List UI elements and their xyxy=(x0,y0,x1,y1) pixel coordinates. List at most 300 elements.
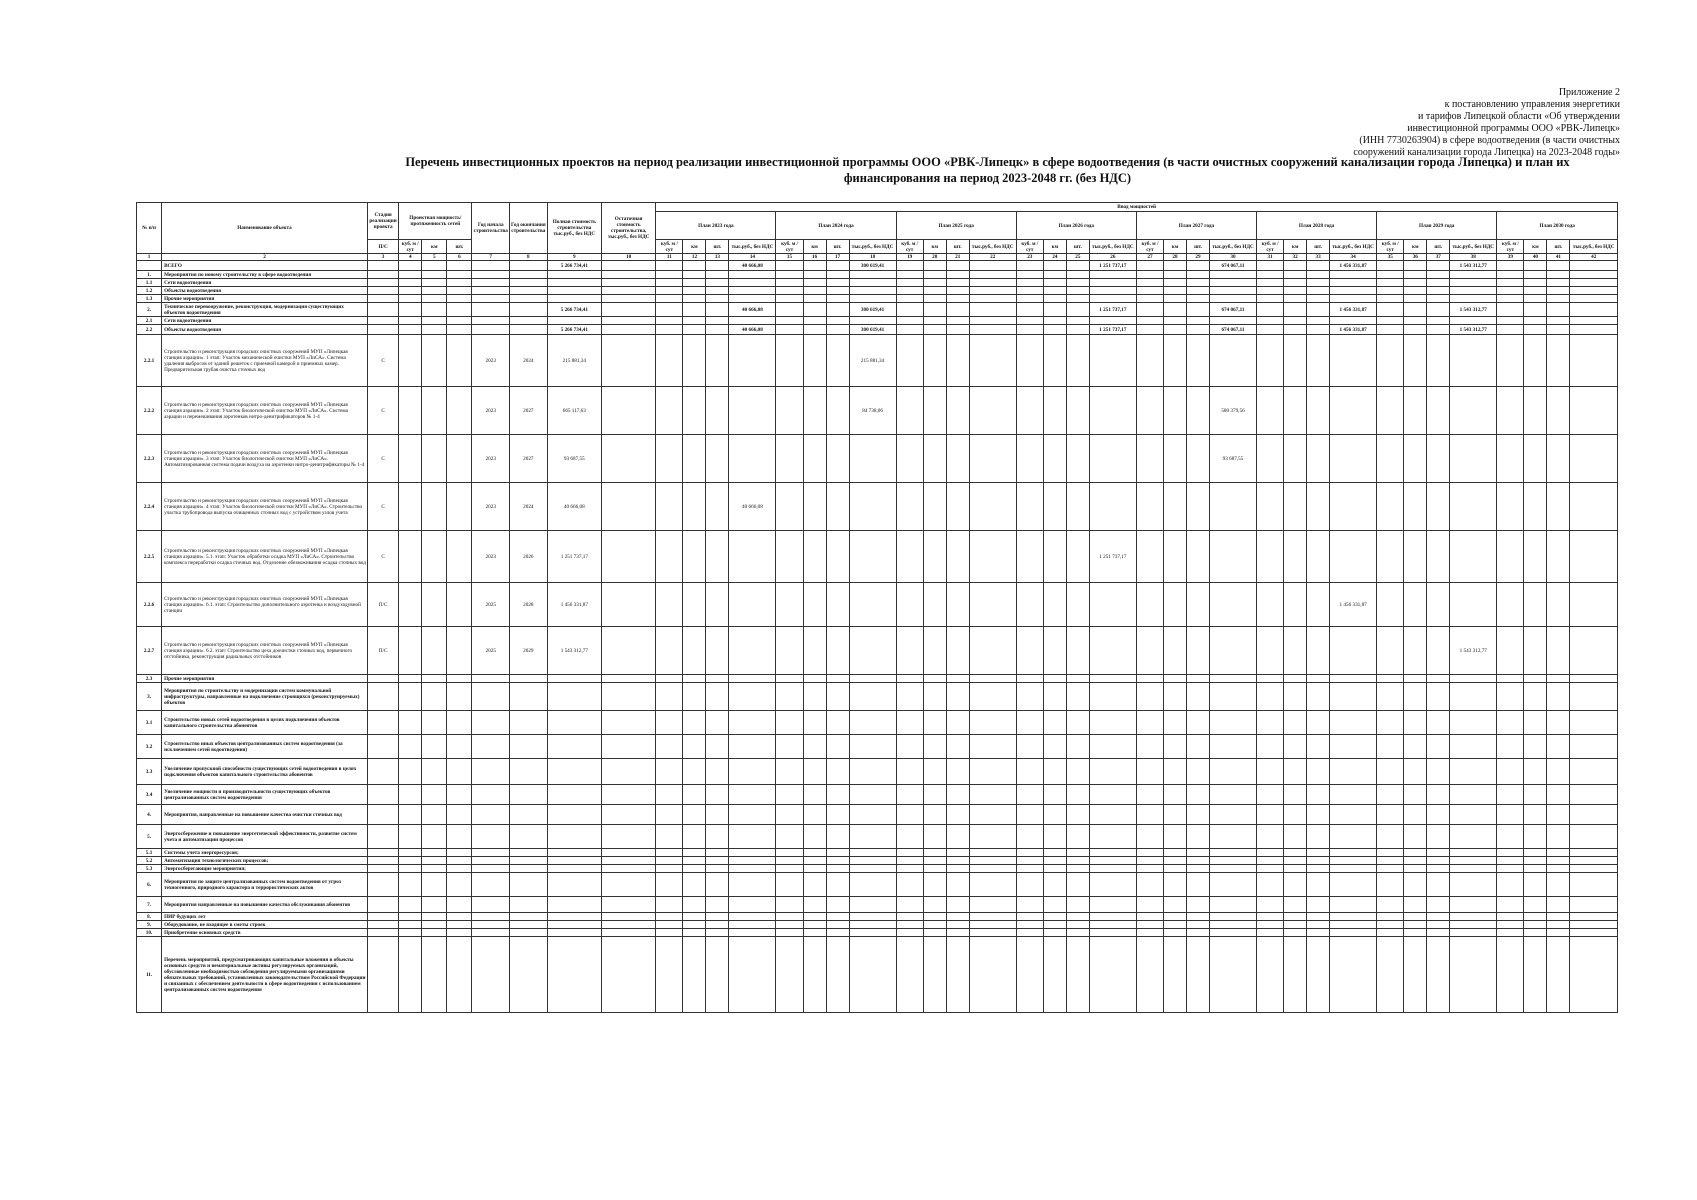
row-y2026-pcs xyxy=(1066,683,1089,711)
row-y2028-pcs xyxy=(1307,271,1330,279)
row-y2030-cub xyxy=(1497,825,1524,849)
row-y2028-money xyxy=(1330,735,1377,759)
table-row xyxy=(137,913,1618,921)
row-y2025-pcs xyxy=(946,279,969,287)
row-y2025-pcs xyxy=(946,825,969,849)
row-y2030-pcs xyxy=(1547,387,1570,435)
row-y2030-pcs xyxy=(1547,897,1570,913)
row-y2029-km xyxy=(1404,675,1427,683)
row-capacity-cub xyxy=(399,287,422,295)
header-unit-pcs: шт. xyxy=(1066,240,1089,254)
row-stage xyxy=(367,857,398,865)
row-y2023-money: 40 666,08 xyxy=(729,303,776,317)
investment-table xyxy=(136,202,1618,1013)
row-name: Объекты водоотведения xyxy=(162,287,368,295)
row-y2030-money xyxy=(1570,317,1618,325)
row-y2026-km xyxy=(1043,261,1066,271)
row-y2024-pcs xyxy=(826,583,849,627)
row-y2028-km xyxy=(1284,583,1307,627)
row-y2030-money xyxy=(1570,483,1618,531)
row-name: Объекты водоотведения xyxy=(162,325,368,335)
row-y2026-km xyxy=(1043,335,1066,387)
table-row xyxy=(137,683,1618,711)
row-rest-cost xyxy=(601,759,655,785)
row-y2027-pcs xyxy=(1187,261,1210,271)
row-rest-cost xyxy=(601,317,655,325)
row-y2026-km xyxy=(1043,303,1066,317)
table-row xyxy=(137,483,1618,531)
row-y2030-km xyxy=(1524,805,1547,825)
header-col-number: 38 xyxy=(1450,254,1497,261)
row-y2024-money xyxy=(849,849,896,857)
row-y2026-km xyxy=(1043,873,1066,897)
row-capacity-cub xyxy=(399,627,422,675)
row-y2028-money: 1 456 331,87 xyxy=(1330,261,1377,271)
row-y2027-cub xyxy=(1136,735,1163,759)
row-y2025-cub xyxy=(896,759,923,785)
row-y2030-pcs xyxy=(1547,683,1570,711)
header-col-number: 8 xyxy=(510,254,548,261)
row-capacity-cub xyxy=(399,897,422,913)
row-end-year: 2027 xyxy=(510,435,548,483)
row-y2026-money xyxy=(1089,759,1136,785)
row-y2026-km xyxy=(1043,785,1066,805)
row-y2029-pcs xyxy=(1427,857,1450,865)
row-y2023-money xyxy=(729,913,776,921)
row-y2024-cub xyxy=(776,261,803,271)
row-y2027-km xyxy=(1164,865,1187,873)
row-y2024-cub xyxy=(776,857,803,865)
row-y2028-money xyxy=(1330,921,1377,929)
row-y2026-money xyxy=(1089,937,1136,1013)
row-y2028-km xyxy=(1284,317,1307,325)
row-end-year: 2026 xyxy=(510,531,548,583)
row-y2029-cub xyxy=(1377,483,1404,531)
row-number: 2.2.1 xyxy=(137,335,162,387)
header-col-number: 37 xyxy=(1427,254,1450,261)
row-capacity-cub xyxy=(399,865,422,873)
header-unit-money: тыс.руб., без НДС xyxy=(1570,240,1618,254)
header-col-number: 34 xyxy=(1330,254,1377,261)
row-y2030-money xyxy=(1570,683,1618,711)
row-y2030-money xyxy=(1570,929,1618,937)
row-full-cost xyxy=(547,897,601,913)
row-rest-cost xyxy=(601,531,655,583)
row-capacity-pcs xyxy=(447,325,472,335)
row-y2029-pcs xyxy=(1427,483,1450,531)
row-y2023-km xyxy=(683,873,706,897)
row-end-year xyxy=(510,857,548,865)
row-full-cost xyxy=(547,865,601,873)
row-y2029-money xyxy=(1450,295,1497,303)
row-y2030-km xyxy=(1524,287,1547,295)
row-y2023-pcs xyxy=(706,261,729,271)
row-capacity-cub xyxy=(399,583,422,627)
row-y2027-pcs xyxy=(1187,271,1210,279)
row-y2023-money xyxy=(729,287,776,295)
row-start-year xyxy=(472,711,510,735)
row-capacity-km xyxy=(422,325,447,335)
header-col-number: 1 xyxy=(137,254,162,261)
row-y2029-km xyxy=(1404,271,1427,279)
table-row xyxy=(137,921,1618,929)
row-start-year: 2023 xyxy=(472,435,510,483)
row-y2025-km xyxy=(923,435,946,483)
row-y2030-pcs xyxy=(1547,735,1570,759)
row-y2023-money xyxy=(729,857,776,865)
row-y2030-cub xyxy=(1497,683,1524,711)
row-y2028-cub xyxy=(1257,805,1284,825)
row-y2029-cub xyxy=(1377,287,1404,295)
row-y2028-cub xyxy=(1257,627,1284,675)
header-col-number: 25 xyxy=(1066,254,1089,261)
row-y2025-cub xyxy=(896,387,923,435)
row-y2027-km xyxy=(1164,295,1187,303)
row-capacity-pcs xyxy=(447,287,472,295)
row-y2026-km xyxy=(1043,279,1066,287)
row-y2026-cub xyxy=(1016,325,1043,335)
row-start-year xyxy=(472,325,510,335)
row-y2028-cub xyxy=(1257,675,1284,683)
row-y2028-pcs xyxy=(1307,303,1330,317)
row-y2028-money xyxy=(1330,317,1377,325)
row-y2027-km xyxy=(1164,759,1187,785)
row-y2027-km xyxy=(1164,675,1187,683)
header-unit-money: тыс.руб., без НДС xyxy=(849,240,896,254)
row-y2028-km xyxy=(1284,287,1307,295)
row-capacity-pcs xyxy=(447,937,472,1013)
row-y2025-km xyxy=(923,325,946,335)
row-y2027-cub xyxy=(1136,483,1163,531)
row-end-year xyxy=(510,271,548,279)
row-name: Мероприятия по строительству и модернизации систем коммунальной инфраструктуры, направленные на подключение строящихся (реконструируемых) объектов xyxy=(162,683,368,711)
row-y2029-money xyxy=(1450,279,1497,287)
row-y2027-km xyxy=(1164,271,1187,279)
row-capacity-cub xyxy=(399,805,422,825)
row-y2024-km xyxy=(803,825,826,849)
row-y2027-cub xyxy=(1136,435,1163,483)
row-y2029-cub xyxy=(1377,303,1404,317)
row-y2024-money xyxy=(849,785,896,805)
row-y2028-pcs xyxy=(1307,287,1330,295)
table-body xyxy=(137,261,1618,1013)
row-y2025-cub xyxy=(896,325,923,335)
row-y2028-km xyxy=(1284,271,1307,279)
row-y2029-pcs xyxy=(1427,921,1450,929)
row-y2023-cub xyxy=(656,531,683,583)
header-stage: Стадия реализации проекта xyxy=(367,203,398,240)
table-row xyxy=(137,271,1618,279)
row-y2023-cub xyxy=(656,303,683,317)
row-y2027-pcs xyxy=(1187,711,1210,735)
header-unit-pcs: шт. xyxy=(826,240,849,254)
row-y2023-pcs xyxy=(706,937,729,1013)
row-y2025-pcs xyxy=(946,921,969,929)
row-stage xyxy=(367,929,398,937)
header-unit-pcs: шт. xyxy=(1187,240,1210,254)
row-y2028-cub xyxy=(1257,295,1284,303)
row-y2030-money xyxy=(1570,583,1618,627)
row-y2023-cub xyxy=(656,675,683,683)
row-y2027-pcs xyxy=(1187,735,1210,759)
row-capacity-km xyxy=(422,805,447,825)
row-stage xyxy=(367,675,398,683)
row-y2024-money: 300 619,41 xyxy=(849,261,896,271)
row-rest-cost xyxy=(601,735,655,759)
row-y2023-cub xyxy=(656,913,683,921)
row-capacity-km xyxy=(422,287,447,295)
row-y2028-money xyxy=(1330,873,1377,897)
row-y2023-km xyxy=(683,387,706,435)
row-y2025-money xyxy=(969,805,1016,825)
row-y2026-money xyxy=(1089,683,1136,711)
row-y2028-money xyxy=(1330,683,1377,711)
row-y2025-money xyxy=(969,897,1016,913)
row-y2026-money xyxy=(1089,675,1136,683)
row-y2026-pcs xyxy=(1066,873,1089,897)
row-y2024-cub xyxy=(776,435,803,483)
row-y2027-km xyxy=(1164,387,1187,435)
row-rest-cost xyxy=(601,435,655,483)
row-y2023-pcs xyxy=(706,865,729,873)
row-stage xyxy=(367,287,398,295)
row-y2024-km xyxy=(803,785,826,805)
row-y2025-money xyxy=(969,921,1016,929)
row-y2024-km xyxy=(803,897,826,913)
row-y2025-cub xyxy=(896,849,923,857)
row-y2029-pcs xyxy=(1427,335,1450,387)
row-y2027-km xyxy=(1164,711,1187,735)
row-y2025-cub xyxy=(896,825,923,849)
row-y2030-pcs xyxy=(1547,287,1570,295)
row-y2026-money xyxy=(1089,913,1136,921)
row-y2030-km xyxy=(1524,583,1547,627)
row-capacity-pcs xyxy=(447,583,472,627)
row-capacity-km xyxy=(422,279,447,287)
row-y2025-money xyxy=(969,583,1016,627)
row-y2023-km xyxy=(683,531,706,583)
row-y2027-km xyxy=(1164,287,1187,295)
row-y2027-pcs xyxy=(1187,317,1210,325)
header-col-number: 23 xyxy=(1016,254,1043,261)
row-y2027-pcs xyxy=(1187,627,1210,675)
row-y2027-money: 674 067,11 xyxy=(1209,303,1256,317)
row-y2030-cub xyxy=(1497,387,1524,435)
row-y2023-cub xyxy=(656,929,683,937)
row-y2028-km xyxy=(1284,683,1307,711)
row-y2024-pcs xyxy=(826,897,849,913)
row-y2027-money xyxy=(1209,735,1256,759)
row-rest-cost xyxy=(601,897,655,913)
row-number: 3.1 xyxy=(137,711,162,735)
row-start-year xyxy=(472,675,510,683)
row-y2025-cub xyxy=(896,937,923,1013)
row-y2028-km xyxy=(1284,303,1307,317)
row-capacity-cub xyxy=(399,711,422,735)
row-capacity-pcs xyxy=(447,735,472,759)
row-y2028-pcs xyxy=(1307,261,1330,271)
row-y2023-cub xyxy=(656,287,683,295)
row-y2030-km xyxy=(1524,271,1547,279)
row-y2023-money xyxy=(729,759,776,785)
row-y2030-pcs xyxy=(1547,759,1570,785)
row-y2027-money xyxy=(1209,913,1256,921)
row-y2029-pcs xyxy=(1427,675,1450,683)
table-row xyxy=(137,627,1618,675)
row-y2029-money xyxy=(1450,271,1497,279)
row-y2027-cub xyxy=(1136,805,1163,825)
row-y2026-pcs xyxy=(1066,805,1089,825)
row-y2025-pcs xyxy=(946,865,969,873)
header-unit-km: км xyxy=(422,240,447,254)
row-y2029-cub xyxy=(1377,825,1404,849)
row-y2025-money xyxy=(969,435,1016,483)
row-stage xyxy=(367,303,398,317)
row-y2027-km xyxy=(1164,683,1187,711)
row-y2024-money: 300 619,41 xyxy=(849,325,896,335)
row-y2027-cub xyxy=(1136,785,1163,805)
header-col-number: 3 xyxy=(367,254,398,261)
row-capacity-km xyxy=(422,295,447,303)
row-y2027-pcs xyxy=(1187,913,1210,921)
row-full-cost: 1 456 331,87 xyxy=(547,583,601,627)
row-y2026-pcs xyxy=(1066,897,1089,913)
row-y2023-pcs xyxy=(706,825,729,849)
header-col-number: 24 xyxy=(1043,254,1066,261)
header-unit-pcs: шт. xyxy=(1307,240,1330,254)
row-y2028-pcs xyxy=(1307,937,1330,1013)
row-y2027-money xyxy=(1209,583,1256,627)
row-y2025-pcs xyxy=(946,937,969,1013)
row-full-cost: 40 666,08 xyxy=(547,483,601,531)
row-y2027-money xyxy=(1209,675,1256,683)
row-y2029-money xyxy=(1450,287,1497,295)
row-capacity-cub xyxy=(399,759,422,785)
row-y2024-money xyxy=(849,913,896,921)
row-y2028-money: 1 456 331,87 xyxy=(1330,583,1377,627)
row-y2028-cub xyxy=(1257,897,1284,913)
row-stage xyxy=(367,325,398,335)
row-y2026-cub xyxy=(1016,335,1043,387)
table-row xyxy=(137,929,1618,937)
row-end-year xyxy=(510,873,548,897)
row-y2030-pcs xyxy=(1547,805,1570,825)
row-capacity-pcs xyxy=(447,873,472,897)
row-y2026-km xyxy=(1043,271,1066,279)
row-capacity-km xyxy=(422,711,447,735)
row-y2026-cub xyxy=(1016,785,1043,805)
row-y2025-cub xyxy=(896,683,923,711)
row-full-cost xyxy=(547,759,601,785)
row-y2030-pcs xyxy=(1547,583,1570,627)
row-end-year xyxy=(510,279,548,287)
row-end-year xyxy=(510,785,548,805)
row-y2025-km xyxy=(923,805,946,825)
row-y2025-pcs xyxy=(946,735,969,759)
row-y2028-km xyxy=(1284,435,1307,483)
row-y2028-km xyxy=(1284,325,1307,335)
row-y2029-cub xyxy=(1377,937,1404,1013)
table-row xyxy=(137,849,1618,857)
row-y2029-km xyxy=(1404,857,1427,865)
row-capacity-pcs xyxy=(447,295,472,303)
row-y2024-pcs xyxy=(826,271,849,279)
row-y2030-cub xyxy=(1497,325,1524,335)
row-y2029-money xyxy=(1450,805,1497,825)
row-y2023-cub xyxy=(656,683,683,711)
row-y2027-cub xyxy=(1136,279,1163,287)
row-y2028-money xyxy=(1330,711,1377,735)
row-y2030-pcs xyxy=(1547,711,1570,735)
row-y2029-money: 1 543 312,77 xyxy=(1450,303,1497,317)
row-capacity-cub xyxy=(399,279,422,287)
row-y2023-money xyxy=(729,711,776,735)
row-y2027-km xyxy=(1164,735,1187,759)
row-stage xyxy=(367,279,398,287)
row-start-year xyxy=(472,825,510,849)
row-name: Приобретение основных средств xyxy=(162,929,368,937)
row-y2026-pcs xyxy=(1066,937,1089,1013)
title-line: финансирования на период 2023-2048 гг. (без НДС) xyxy=(843,171,1132,185)
row-y2026-cub xyxy=(1016,675,1043,683)
row-y2030-pcs xyxy=(1547,317,1570,325)
row-y2028-km xyxy=(1284,849,1307,857)
row-y2027-cub xyxy=(1136,921,1163,929)
row-y2029-money xyxy=(1450,929,1497,937)
row-start-year xyxy=(472,261,510,271)
row-y2026-pcs xyxy=(1066,929,1089,937)
row-y2029-km xyxy=(1404,279,1427,287)
row-y2028-pcs xyxy=(1307,735,1330,759)
row-end-year: 2028 xyxy=(510,583,548,627)
row-y2023-km xyxy=(683,317,706,325)
row-y2028-cub xyxy=(1257,785,1284,805)
row-y2026-km xyxy=(1043,531,1066,583)
row-start-year xyxy=(472,735,510,759)
header-col-number: 33 xyxy=(1307,254,1330,261)
row-number: 1.2 xyxy=(137,287,162,295)
row-start-year xyxy=(472,913,510,921)
row-full-cost: 665 117,63 xyxy=(547,387,601,435)
row-y2029-money: 1 543 312,77 xyxy=(1450,261,1497,271)
row-full-cost xyxy=(547,711,601,735)
row-y2027-cub xyxy=(1136,271,1163,279)
table-row xyxy=(137,317,1618,325)
row-y2030-money xyxy=(1570,387,1618,435)
row-y2023-km xyxy=(683,303,706,317)
row-y2030-cub xyxy=(1497,849,1524,857)
row-start-year: 2025 xyxy=(472,627,510,675)
row-y2028-km xyxy=(1284,785,1307,805)
row-y2024-cub xyxy=(776,759,803,785)
row-y2025-km xyxy=(923,627,946,675)
row-y2030-pcs xyxy=(1547,261,1570,271)
row-y2029-pcs xyxy=(1427,785,1450,805)
row-stage: П/С xyxy=(367,627,398,675)
row-y2026-money xyxy=(1089,483,1136,531)
row-y2030-km xyxy=(1524,921,1547,929)
row-y2028-km xyxy=(1284,825,1307,849)
row-number: 2.1 xyxy=(137,317,162,325)
header-plan-2027: План 2027 года xyxy=(1136,212,1256,240)
row-y2026-cub xyxy=(1016,303,1043,317)
row-y2025-money xyxy=(969,735,1016,759)
row-y2023-pcs xyxy=(706,711,729,735)
row-y2026-cub xyxy=(1016,857,1043,865)
row-rest-cost xyxy=(601,325,655,335)
row-capacity-pcs xyxy=(447,921,472,929)
row-full-cost xyxy=(547,857,601,865)
